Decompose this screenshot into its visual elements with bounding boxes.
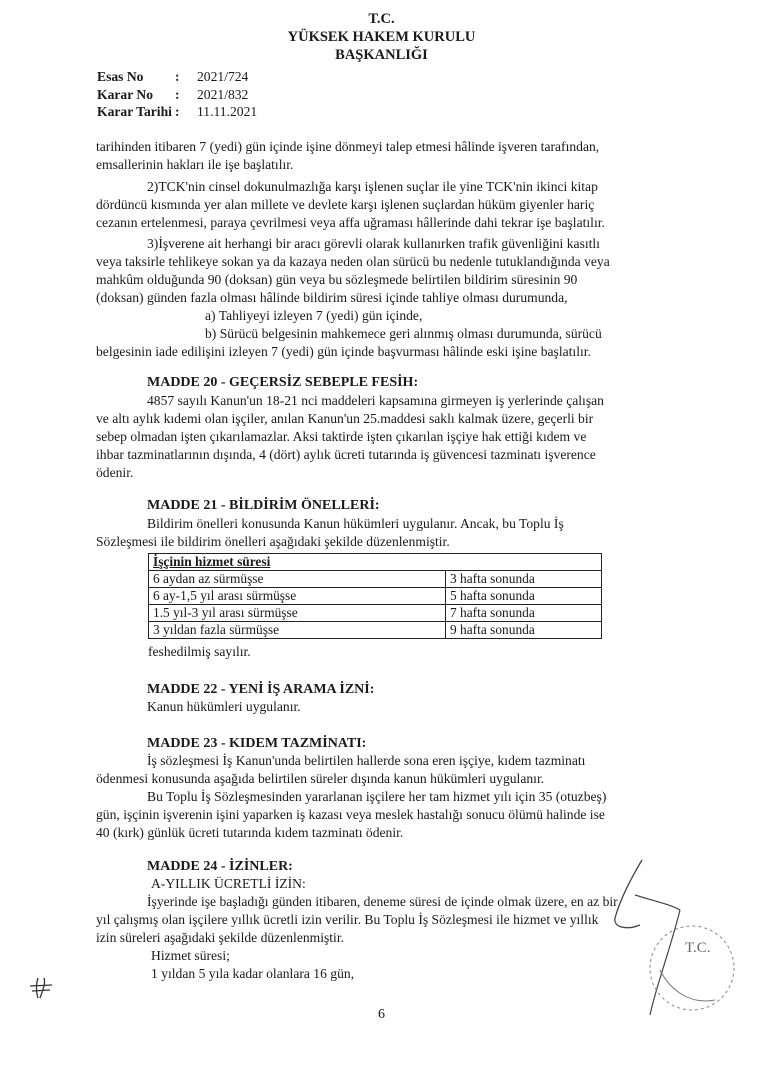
clause-2-line-1: 2)TCK'nin cinsel dokunulmazlığa karşı işlenen suçlar ile yine TCK'nin ikinci kitap bbox=[147, 179, 598, 194]
notice-cell: 3 hafta sonunda bbox=[446, 571, 602, 588]
meta-value: 2021/832 bbox=[197, 86, 249, 102]
initial-mark bbox=[26, 974, 56, 1000]
madde-23-line-3: Bu Toplu İş Sözleşmesinden yararlanan işçilere her tam hizmet yılı için 35 (otuzbeş) bbox=[147, 789, 607, 804]
page-number: 6 bbox=[378, 1007, 385, 1022]
madde-21-line-2: Sözleşmesi ile bildirim önelleri aşağıdaki şekilde düzenlenmiştir. bbox=[96, 534, 450, 549]
meta-value: 2021/724 bbox=[197, 69, 249, 84]
table-header-cell: İşçinin hizmet süresi bbox=[149, 554, 602, 571]
stamp-text: T.C. bbox=[685, 940, 711, 956]
notice-cell: 5 hafta sonunda bbox=[446, 588, 602, 605]
table-row bbox=[149, 605, 602, 622]
clause-3-line-1: 3)İşverene ait herhangi bir aracı görevli olarak kullanırken trafik güvenliğini kasıtlı bbox=[147, 236, 600, 251]
madde-24-line-4: Hizmet süresi; bbox=[151, 948, 230, 963]
intro-line-1: tarihinden itibaren 7 (yedi) gün içinde işine dönmeyi talep etmesi hâlinde işveren tarafından, bbox=[96, 139, 600, 154]
notice-cell: 9 hafta sonunda bbox=[446, 622, 602, 639]
madde-22-line-1: Kanun hükümleri uygulanır. bbox=[147, 699, 301, 714]
clause-3-item-b-cont: belgesinin iade edilişini izleyen 7 (yedi) gün içinde başvurması hâlinde eski işine başlatılır. bbox=[96, 344, 591, 359]
clause-2-line-2: dördüncü kısmında yer alan millete ve devlete karşı işlenen suçlardan hüküm giyenler hariç bbox=[96, 197, 595, 212]
madde-21-after-table: feshedilmiş sayılır. bbox=[148, 644, 251, 659]
service-cell: 6 aydan az sürmüşse bbox=[149, 571, 446, 588]
meta-colon: : bbox=[175, 104, 180, 119]
madde-21-heading: MADDE 21 - BİLDİRİM ÖNELLERİ: bbox=[147, 498, 380, 513]
table-header-row bbox=[149, 554, 602, 571]
madde-24-line-1: İşyerinde işe başladığı günden itibaren, deneme süresi de içinde olmak üzere, en az bir bbox=[147, 894, 618, 909]
meta-label: Esas No bbox=[97, 69, 144, 84]
header-tc: T.C. bbox=[368, 11, 395, 27]
meta-row-esas bbox=[97, 68, 257, 86]
madde-21-line-1: Bildirim önelleri konusunda Kanun hükümleri uygulanır. Ancak, bu Toplu İş bbox=[147, 516, 564, 531]
clause-3-item-b: b) Sürücü belgesinin mahkemece geri alınmış olması durumunda, sürücü bbox=[205, 326, 602, 341]
service-cell: 3 yıldan fazla sürmüşse bbox=[149, 622, 446, 639]
service-cell: 1.5 yıl-3 yıl arası sürmüşse bbox=[149, 605, 446, 622]
case-metadata bbox=[97, 68, 257, 121]
meta-value: 11.11.2021 bbox=[197, 104, 258, 119]
meta-label: Karar No bbox=[97, 86, 154, 102]
madde-20-line-4: ihbar tazminatlarının dışında, 4 (dört) aylık ücreti tutarında iş güvencesi tazminatı işverence bbox=[96, 447, 596, 462]
meta-label: Karar Tarihi bbox=[97, 104, 172, 119]
table-row bbox=[149, 622, 602, 639]
meta-colon: : bbox=[175, 69, 180, 84]
madde-23-line-1: İş sözleşmesi İş Kanun'unda belirtilen hallerde sona eren işçiye, kıdem tazminatı bbox=[147, 753, 586, 768]
madde-23-heading: MADDE 23 - KIDEM TAZMİNATI: bbox=[147, 736, 367, 751]
madde-20-line-2: ve altı aylık kıdemi olan işçiler, anılan Kanun'un 25.maddesi saklı kalmak üzere, geçerli bir bbox=[96, 411, 594, 426]
table-row bbox=[149, 571, 602, 588]
madde-24-line-5: 1 yıldan 5 yıla kadar olanlara 16 gün, bbox=[151, 966, 355, 981]
madde-20-line-3: sebep olmadan işten çıkarılamazlar. Aksi taktirde işten çıkarılan işçiye hak ettiği kıdem ve bbox=[96, 429, 587, 444]
clause-3-line-4: (doksan) günden fazla olması hâlinde bildirim süresi içinde tahliye olması durumunda, bbox=[96, 290, 568, 305]
madde-22-heading: MADDE 22 - YENİ İŞ ARAMA İZNİ: bbox=[147, 682, 375, 697]
service-cell: 6 ay-1,5 yıl arası sürmüşse bbox=[149, 588, 446, 605]
notice-cell: 7 hafta sonunda bbox=[446, 605, 602, 622]
madde-23-line-5: 40 (kırk) günlük ücreti tutarında kıdem tazminatı ödenir. bbox=[96, 825, 404, 840]
clause-3-item-a: a) Tahliyeyi izleyen 7 (yedi) gün içinde, bbox=[205, 308, 423, 323]
meta-row-karar bbox=[97, 86, 257, 104]
clause-3-line-3: mahkûm olduğunda 90 (doksan) gün veya bu sözleşmede belirtilen bildirim süresinin 90 bbox=[96, 272, 578, 287]
header-institution: YÜKSEK HAKEM KURULU bbox=[287, 29, 476, 45]
meta-row-tarih bbox=[97, 103, 257, 121]
madde-20-heading: MADDE 20 - GEÇERSİZ SEBEPLE FESİH: bbox=[147, 375, 419, 390]
notice-period-table bbox=[148, 553, 602, 639]
madde-24-line-2: yıl çalışmış olan işçilere yıllık ücretli izin verilir. Bu Toplu İş Sözleşmesi ile hizmet ve yıllık bbox=[96, 912, 599, 927]
table-row bbox=[149, 588, 602, 605]
clause-2-line-3: cezanın ertelenmesi, paraya çevrilmesi veya affa uğraması hâllerinde dahi tekrar işe başlatılır. bbox=[96, 215, 605, 230]
madde-24-line-3: izin süreleri aşağıdaki şekilde düzenlenmiştir. bbox=[96, 930, 345, 945]
meta-colon: : bbox=[175, 86, 180, 102]
madde-24-heading: MADDE 24 - İZİNLER: bbox=[147, 859, 293, 874]
clause-3-line-2: veya taksirle tehlikeye sokan ya da kazaya neden olan sürücü bu nedenle tutuklandığında veya bbox=[96, 254, 610, 269]
madde-20-line-5: ödenir. bbox=[96, 465, 134, 480]
madde-23-line-2: ödenmesi konusunda aşağıda belirtilen süreler dışında kanun hükümleri uygulanır. bbox=[96, 771, 545, 786]
header-presidency: BAŞKANLIĞI bbox=[335, 47, 428, 63]
madde-20-line-1: 4857 sayılı Kanun'un 18-21 nci maddeleri kapsamına girmeyen iş yerlerinde çalışan bbox=[147, 393, 604, 408]
madde-23-line-4: gün, işçinin işverenin işini yaparken iş kazası veya meslek hastalığı sonucu ölümü halinde ise bbox=[96, 807, 605, 822]
madde-24-subheading: A-YILLIK ÜCRETLİ İZİN: bbox=[151, 876, 306, 891]
intro-line-2: emsallerinin hakları ile işe başlatılır. bbox=[96, 157, 294, 172]
